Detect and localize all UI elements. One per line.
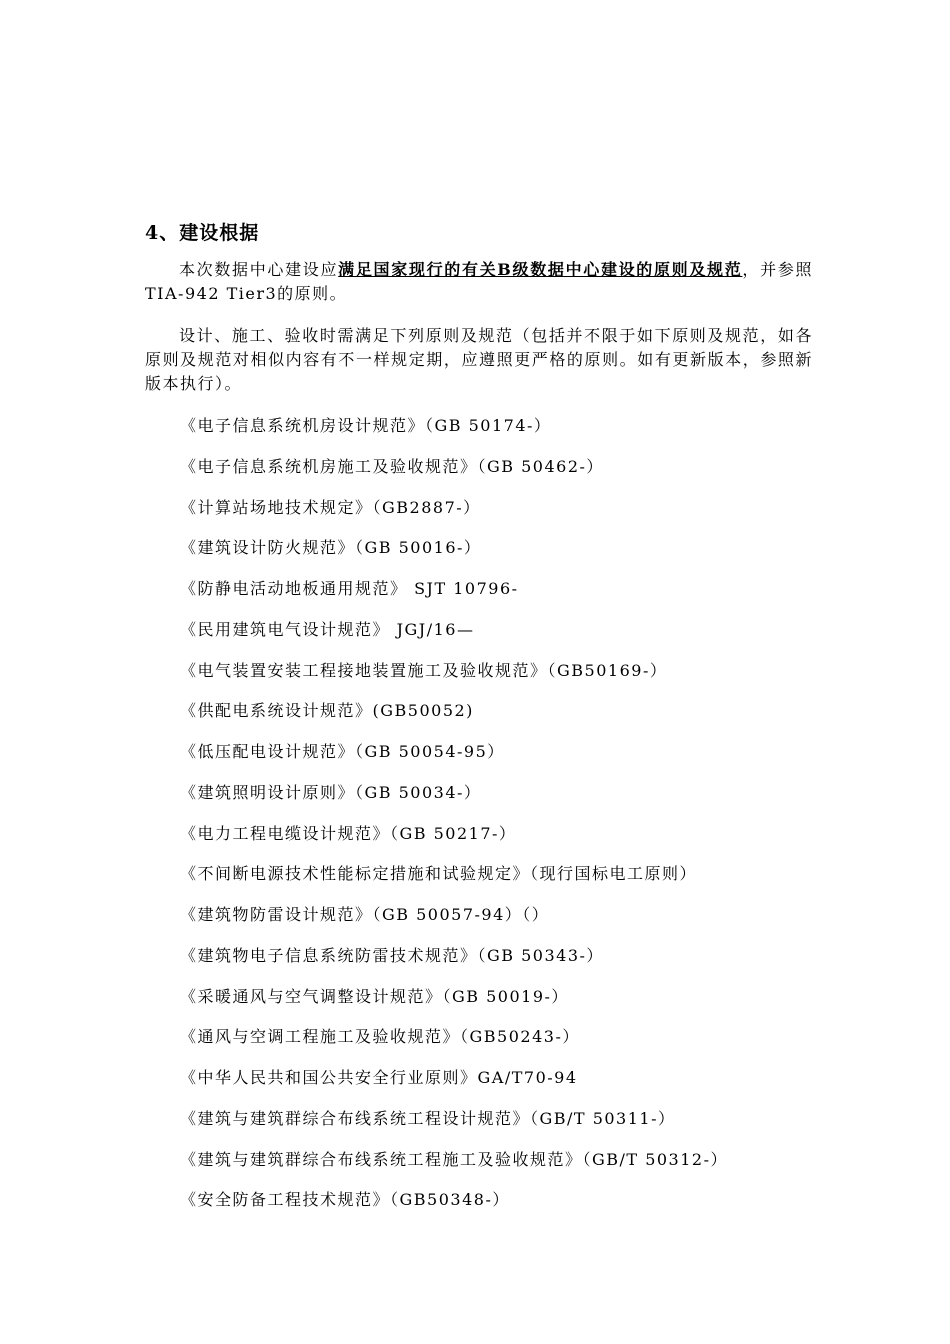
standard-item: 《供配电系统设计规范》(GB50052) — [180, 701, 474, 721]
standard-item: 《计算站场地技术规定》（GB2887-） — [180, 497, 481, 517]
standards-list — [180, 414, 728, 1229]
standard-item: 《安全防备工程技术规范》（GB50348-） — [180, 1190, 510, 1210]
standard-item: 《电气装置安装工程接地装置施工及验收规范》（GB50169-） — [180, 660, 668, 680]
standard-item: 《通风与空调工程施工及验收规范》（GB50243-） — [180, 1027, 580, 1047]
intro-paragraph — [145, 258, 813, 306]
requirements-paragraph: 设计、施工、验收时需满足下列原则及规范（包括并不限于如下原则及规范，如各原则及规范对相似内容有不一样规定期，应遵照更严格的原则。如有更新版本，参照新版本执行）。 — [145, 326, 813, 393]
standard-item: 《建筑设计防火规范》（GB 50016-） — [180, 538, 482, 558]
standard-item: 《建筑与建筑群综合布线系统工程设计规范》（GB/T 50311-） — [180, 1108, 676, 1128]
standard-item: 《电力工程电缆设计规范》（GB 50217-） — [180, 823, 517, 843]
intro-text-end: ，并参照TIA-942 Tier3的原则。 — [145, 260, 813, 303]
standard-item: 《电子信息系统机房设计规范》（GB 50174-） — [180, 416, 552, 435]
standard-item: 《建筑物防雷设计规范》（GB 50057-94）（） — [180, 905, 550, 924]
standard-item: 《建筑与建筑群综合布线系统工程施工及验收规范》（GB/T 50312-） — [180, 1149, 728, 1169]
standard-item: 《不间断电源技术性能标定措施和试验规定》（现行国标电工原则） — [180, 864, 698, 884]
standard-item: 《中华人民共和国公共安全行业原则》GA/T70-94 — [180, 1068, 578, 1087]
standard-item: 《建筑物电子信息系统防雷技术规范》（GB 50343-） — [180, 945, 604, 965]
standard-item: 《建筑照明设计原则》（GB 50034-） — [180, 782, 482, 802]
section-heading: 4、建设根据 — [145, 222, 260, 244]
intro-text-start: 本次数据中心建设应 — [179, 260, 339, 279]
standard-item: 《电子信息系统机房施工及验收规范》（GB 50462-） — [180, 456, 604, 476]
standard-item: 《防静电活动地板通用规范》 SJT 10796- — [180, 579, 519, 598]
standard-item: 《低压配电设计规范》（GB 50054-95） — [180, 742, 505, 761]
standard-item: 《民用建筑电气设计规范》 JGJ/16— — [180, 619, 475, 639]
intro-emphasis: 满足国家现行的有关B级数据中心建设的原则及规范 — [338, 260, 743, 279]
standard-item: 《采暖通风与空气调整设计规范》（GB 50019-） — [180, 986, 569, 1006]
